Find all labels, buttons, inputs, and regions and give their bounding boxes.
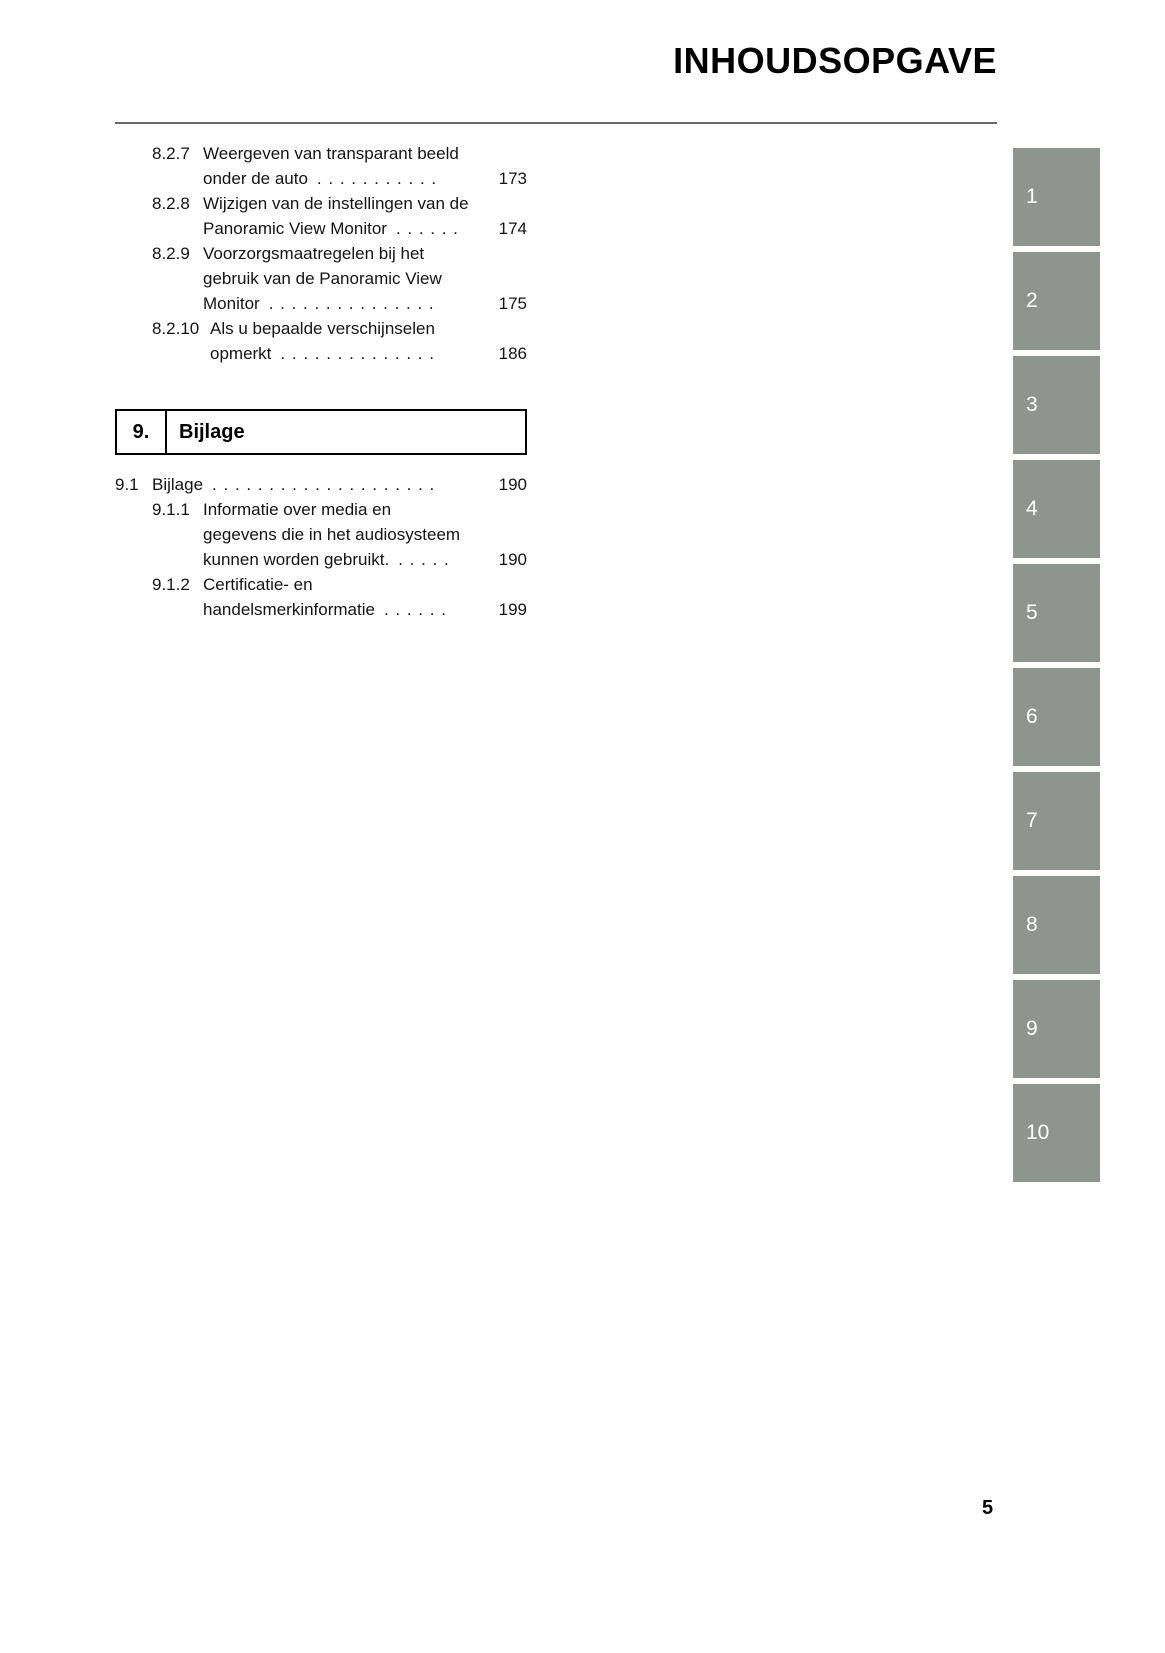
- tab-number: 2: [1026, 289, 1038, 312]
- entry-text-line: gegevens die in het audiosysteem: [203, 525, 461, 544]
- entry-text-line: onder de auto . . . . . . . . . . . 173: [203, 166, 527, 191]
- toc-section-9: [115, 472, 527, 622]
- toc-entry: [115, 472, 527, 497]
- tab-number: 9: [1026, 1017, 1038, 1040]
- tab-number: 8: [1026, 913, 1038, 936]
- entry-text-line: handelsmerkinformatie . . . . . . 199: [203, 597, 527, 622]
- page-ref: 175: [498, 294, 527, 313]
- toc-entry: [152, 191, 527, 241]
- toc-entry: [152, 497, 527, 572]
- entry-text-line: Panoramic View Monitor . . . . . . 174: [203, 216, 527, 241]
- page-ref: 173: [498, 169, 527, 188]
- entry-text-line: Certificatie- en: [203, 575, 313, 594]
- entry-text-line: opmerkt . . . . . . . . . . . . . . 186: [210, 341, 527, 366]
- page-ref: 190: [498, 550, 527, 569]
- entry-text-line: Monitor . . . . . . . . . . . . . . . 175: [203, 291, 527, 316]
- dot-leader: . . . . . . . . . . . . . . .: [268, 294, 435, 313]
- page-number: 5: [982, 1497, 994, 1519]
- chapter-tab-8: [1013, 876, 1100, 974]
- entry-text-line: Weergeven van transparant beeld: [203, 144, 459, 163]
- header-divider: [115, 122, 997, 124]
- chapter-tab-2: [1013, 252, 1100, 350]
- toc-entry: [152, 241, 527, 316]
- toc-entry: [152, 572, 527, 622]
- chapter-tab-strip: [1013, 148, 1100, 1188]
- chapter-title: Bijlage: [179, 420, 245, 443]
- chapter-tab-9: [1013, 980, 1100, 1078]
- toc-section-8: [115, 141, 527, 366]
- chapter-box: [115, 409, 527, 455]
- chapter-tab-1: [1013, 148, 1100, 246]
- toc-entry: [152, 141, 527, 191]
- tab-number: 1: [1026, 185, 1038, 208]
- entry-number: 8.2.7: [152, 144, 190, 163]
- tab-number: 5: [1026, 601, 1038, 624]
- toc-entry: [152, 316, 527, 366]
- chapter-number: 9.: [117, 411, 167, 453]
- chapter-tab-6: [1013, 668, 1100, 766]
- tab-number: 7: [1026, 809, 1038, 832]
- entry-text-line: Voorzorgsmaatregelen bij het: [203, 244, 425, 263]
- entry-number: 9.1.1: [152, 500, 190, 519]
- entry-text-line: Als u bepaalde verschijnselen: [210, 319, 435, 338]
- entry-text-line: kunnen worden gebruikt. . . . . . 190: [203, 547, 527, 572]
- dot-leader: . . . . .: [398, 550, 450, 569]
- chapter-tab-10: [1013, 1084, 1100, 1182]
- tab-number: 6: [1026, 705, 1038, 728]
- entry-number: 8.2.10: [152, 319, 200, 338]
- entry-number: 8.2.9: [152, 244, 190, 263]
- dot-leader: . . . . . .: [395, 219, 459, 238]
- page-ref: 190: [498, 475, 527, 494]
- chapter-tab-3: [1013, 356, 1100, 454]
- dot-leader: . . . . . . . . . . . . . .: [280, 344, 435, 363]
- page-title: INHOUDSOPGAVE: [673, 40, 997, 81]
- tab-number: 3: [1026, 393, 1038, 416]
- entry-number: 8.2.8: [152, 194, 190, 213]
- chapter-tab-5: [1013, 564, 1100, 662]
- page-ref: 174: [498, 219, 527, 238]
- tab-number: 4: [1026, 497, 1038, 520]
- dot-leader: . . . . . .: [383, 600, 447, 619]
- page-ref: 186: [498, 344, 527, 363]
- entry-text-line: Bijlage . . . . . . . . . . . . . . . . . . . . 190: [152, 472, 527, 497]
- page-ref: 199: [498, 600, 527, 619]
- entry-text-line: Informatie over media en: [203, 500, 392, 519]
- tab-number: 10: [1026, 1121, 1050, 1144]
- chapter-tab-7: [1013, 772, 1100, 870]
- dot-leader: . . . . . . . . . . .: [316, 169, 438, 188]
- entry-text-line: gebruik van de Panoramic View: [203, 269, 442, 288]
- entry-number: 9.1.2: [152, 575, 190, 594]
- entry-text-line: Wijzigen van de instellingen van de: [203, 194, 469, 213]
- dot-leader: . . . . . . . . . . . . . . . . . . . .: [212, 475, 436, 494]
- entry-number: 9.1: [115, 475, 139, 494]
- chapter-tab-4: [1013, 460, 1100, 558]
